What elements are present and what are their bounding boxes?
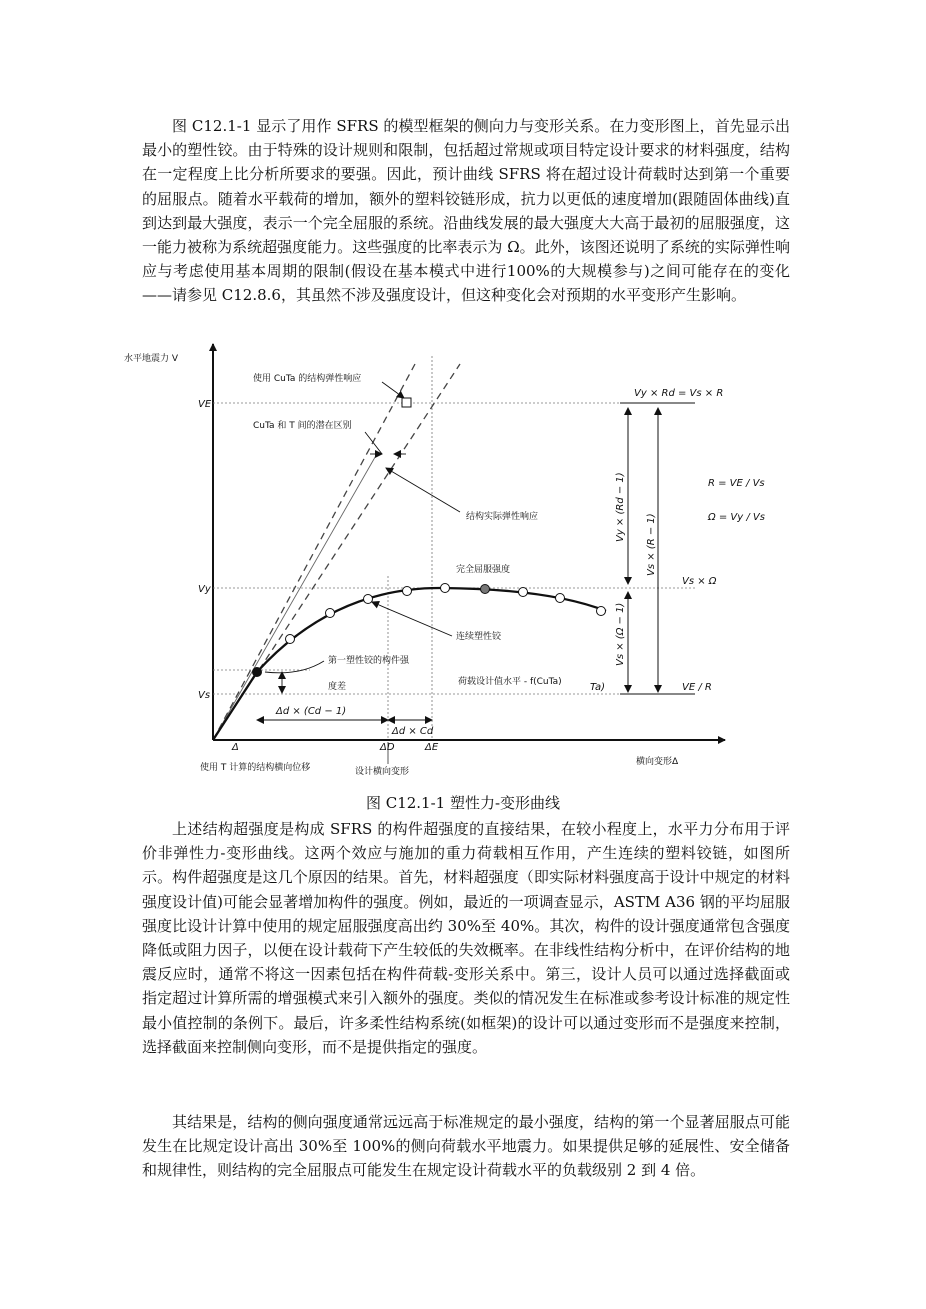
y-axis-label: 水平地震力 V bbox=[124, 354, 179, 364]
hinge-marker bbox=[403, 587, 412, 596]
label-continuous-hinge: 连续塑性铰 bbox=[456, 632, 502, 642]
eq-ve-over-r: VE / R bbox=[682, 682, 712, 693]
x-label-design-displacement: 设计横向变形 bbox=[355, 767, 410, 777]
label-potential-difference: CuTa 和 T 间的潜在区别 bbox=[253, 421, 352, 431]
hinge-marker bbox=[286, 635, 295, 644]
hinge-marker bbox=[556, 594, 565, 603]
hinge-marker bbox=[519, 588, 528, 597]
tick-delta: Δ bbox=[232, 742, 239, 753]
eq-omega-definition: Ω = Vy / Vs bbox=[708, 512, 765, 523]
eq-vs-omega: Vs × Ω bbox=[682, 576, 717, 587]
vy-tick-label: Vy bbox=[198, 584, 211, 595]
label-design-level: 荷载设计值水平 - f(CuTa) bbox=[458, 677, 562, 687]
leader-actual-elastic bbox=[386, 468, 460, 512]
eq-top: Vy × Rd = Vs × R bbox=[634, 388, 724, 399]
x-label-structural-displacement: 使用 T 计算的结构横向位移 bbox=[200, 763, 311, 773]
paragraph-intro: 图 C12.1-1 显示了用作 SFRS 的模型框架的侧向力与变形关系。在力变形图上，首先显示出最小的塑性铰。由于特殊的设计规则和限制，包括超过常规或项目特定设计要求的材料强度，结构在一定程度上比分析所要求的要强。因此，预计曲线 SFRS 将在超过设计荷载时达到第一个重要的屈服点。随着水平载荷的增加，额外的塑料铰链形成，抗力以更低的速度增加(跟随固体曲线)直到达到最大强度，表示一个完全屈服的系统。沿曲线发展的最大强度大大高于最初的屈服强度，这一能力被称为系统超强度能力。这些强度的比率表示为 Ω。此外，该图还说明了系统的实际弹性响应与考虑使用基本周期的限制(假设在基本模式中进行100%的大规模参与)之间可能存在的变化——请参见 C12.8.6，其虽然不涉及强度设计，但这种变化会对预期的水平变形产生影响。 bbox=[142, 117, 790, 305]
initial-slope-line bbox=[213, 452, 378, 740]
label-actual-elastic: 结构实际弹性响应 bbox=[466, 512, 539, 522]
dim-rd-label: Vy × (Rd − 1) bbox=[615, 472, 626, 542]
leader-potential-difference bbox=[365, 432, 382, 454]
x-axis-label: 横向变形Δ bbox=[636, 757, 679, 767]
label-first-hinge-line1: 第一塑性铰的构件强 bbox=[328, 656, 410, 666]
capacity-curve bbox=[213, 588, 606, 740]
hinge-marker bbox=[326, 609, 335, 618]
ve-tick-label: VE bbox=[198, 399, 212, 410]
force-deformation-figure bbox=[120, 336, 820, 786]
label-elastic-cuta: 使用 CuTa 的结构弹性响应 bbox=[253, 374, 362, 384]
hinge-marker bbox=[441, 584, 450, 593]
delta-cd-label: Δd × Cd bbox=[392, 726, 434, 737]
leader-first-hinge bbox=[265, 661, 324, 673]
label-first-hinge-line2: 度差 bbox=[328, 682, 347, 692]
tick-delta-e: ΔE bbox=[425, 742, 439, 753]
dim-omega-label: Vs × (Ω − 1) bbox=[615, 602, 626, 666]
leader-continuous-hinge bbox=[372, 602, 452, 636]
eq-r-definition: R = VE / Vs bbox=[708, 478, 765, 489]
hinge-marker bbox=[364, 595, 373, 604]
elastic-cuta-marker bbox=[402, 398, 411, 407]
first-hinge-marker bbox=[252, 667, 262, 677]
ta-label: Ta) bbox=[590, 682, 606, 693]
hinge-marker bbox=[597, 607, 606, 616]
tick-delta-d: ΔD bbox=[380, 742, 395, 753]
vs-tick-label: Vs bbox=[198, 690, 211, 701]
delta-cd-minus-1-label: Δd × (Cd − 1) bbox=[276, 706, 347, 717]
label-full-yield: 完全屈服强度 bbox=[456, 565, 511, 575]
paragraph-overstrength: 上述结构超强度是构成 SFRS 的构件超强度的直接结果，在较小程度上，水平力分布用于评价非弹性力-变形曲线。这两个效应与施加的重力荷载相互作用，产生连续的塑料铰链，如图所示。构件超强度是这几个原因的结果。首先，材料超强度（即实际材料强度高于设计中规定的材料强度设计值)可能会显著增加构件的强度。例如，最近的一项调查显示，ASTM A36 钢的平均屈服强度比设计计算中使用的规定屈服强度高出约 30%至 40%。其次，构件的设计强度通常包含强度降低或阻力因子，以便在设计载荷下产生较低的失效概率。在非线性结构分析中，在评价结构的地震反应时，通常不将这一因素包括在构件荷载-变形关系中。第三，设计人员可以通过选择截面或指定超过计算所需的增强模式来引入额外的强度。类似的情况发生在标准或参考设计标准的规定性最小值控制的条例下。最后，许多柔性结构系统(如框架)的设计可以通过变形而不是强度来控制，选择截面来控制侧向变形，而不是提供指定的强度。 bbox=[142, 820, 790, 1056]
dim-r-label: Vs × (R − 1) bbox=[646, 513, 657, 576]
paragraph-result: 其结果是，结构的侧向强度通常远远高于标准规定的最小强度，结构的第一个显著屈服点可能发生在比规定设计高出 30%至 100%的侧向荷载水平地震力。如果提供足够的延展性、安全储备和规律性，则结构的完全屈服点可能发生在规定设计荷载水平的负载级别 2 到 4 倍。 bbox=[142, 1113, 790, 1180]
figure-caption: 图 C12.1-1 塑性力-变形曲线 bbox=[365, 794, 561, 812]
max-strength-marker bbox=[481, 585, 490, 594]
